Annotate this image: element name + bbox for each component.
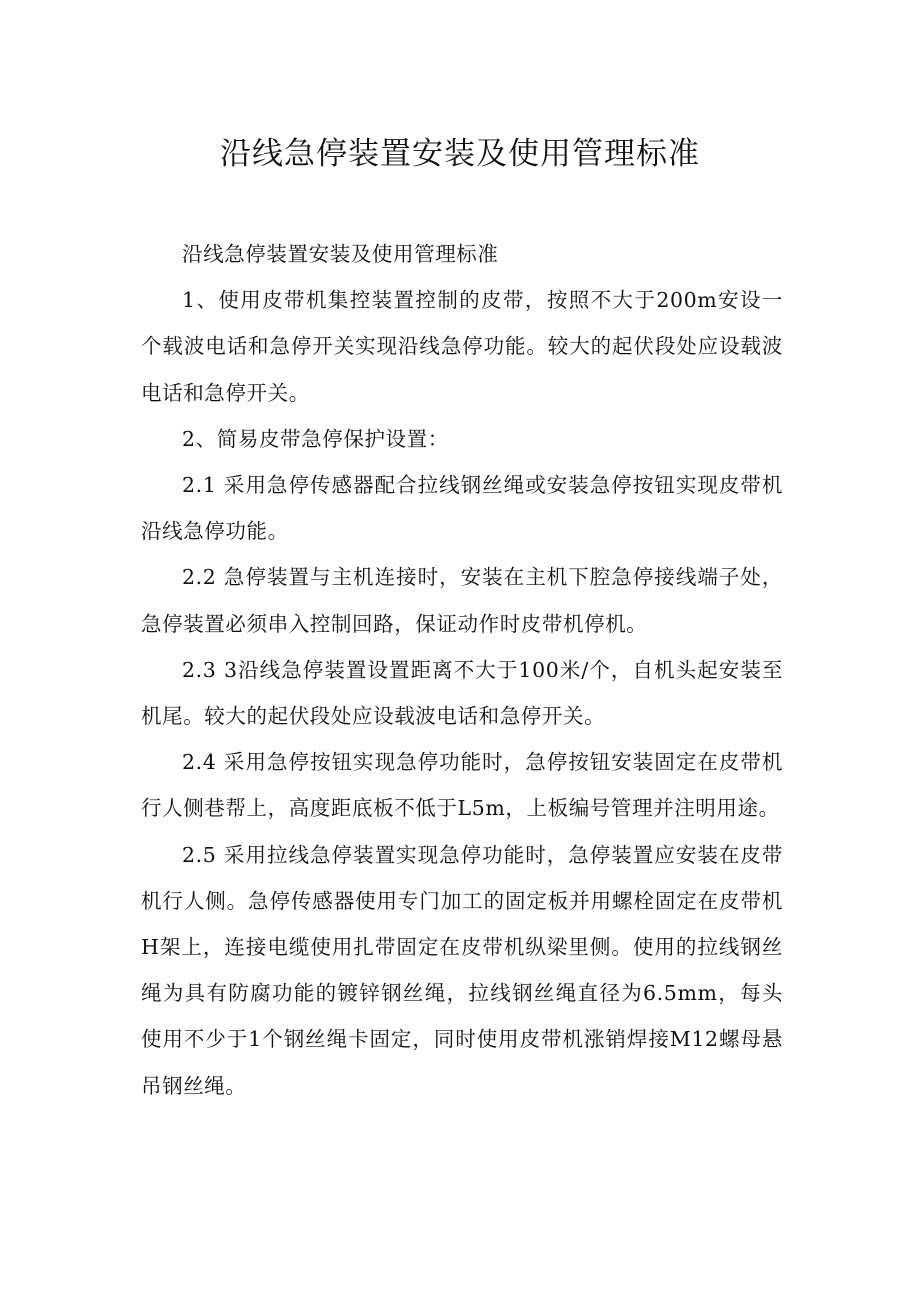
- paragraph-subtitle: 沿线急停装置安装及使用管理标准: [182, 242, 499, 266]
- paragraph-2: 2、简易皮带急停保护设置：: [182, 426, 449, 451]
- document-body: [141, 231, 783, 1109]
- paragraph-2-1: 2.1 采用急停传感器配合拉线钢丝绳或安装急停按钮实现皮带机沿线急停功能。: [141, 473, 783, 544]
- paragraph-2-5: 2.5 采用拉线急停装置实现急停功能时，急停装置应安装在皮带机行人侧。急停传感器使用专门加工的固定板并用螺栓固定在皮带机H架上，连接电缆使用扎带固定在皮带机纵梁里侧。使用的拉线钢丝绳为具有防腐功能的镀锌钢丝绳，拉线钢丝绳直径为6.5mm，每头使用不少于1个钢丝绳卡固定，同时使用皮带机涨销焊接M12螺母悬吊钢丝绳。: [141, 842, 783, 1098]
- paragraph-2-4: 2.4 采用急停按钮实现急停功能时，急停按钮安装固定在皮带机行人侧巷帮上，高度距底板不低于L5m，上板编号管理并注明用途。: [141, 750, 783, 821]
- paragraph-2-2: 2.2 急停装置与主机连接时，安装在主机下腔急停接线端子处，急停装置必须串入控制回路，保证动作时皮带机停机。: [141, 565, 783, 636]
- paragraph-1: 1、使用皮带机集控装置控制的皮带，按照不大于200m安设一个载波电话和急停开关实现沿线急停功能。较大的起伏段处应设载波电话和急停开关。: [141, 288, 783, 405]
- paragraph-2-3: 2.3 3沿线急停装置设置距离不大于100米/个，自机头起安装至机尾。较大的起伏段处应设载波电话和急停开关。: [141, 657, 783, 729]
- document-title: 沿线急停装置安装及使用管理标准: [220, 136, 700, 172]
